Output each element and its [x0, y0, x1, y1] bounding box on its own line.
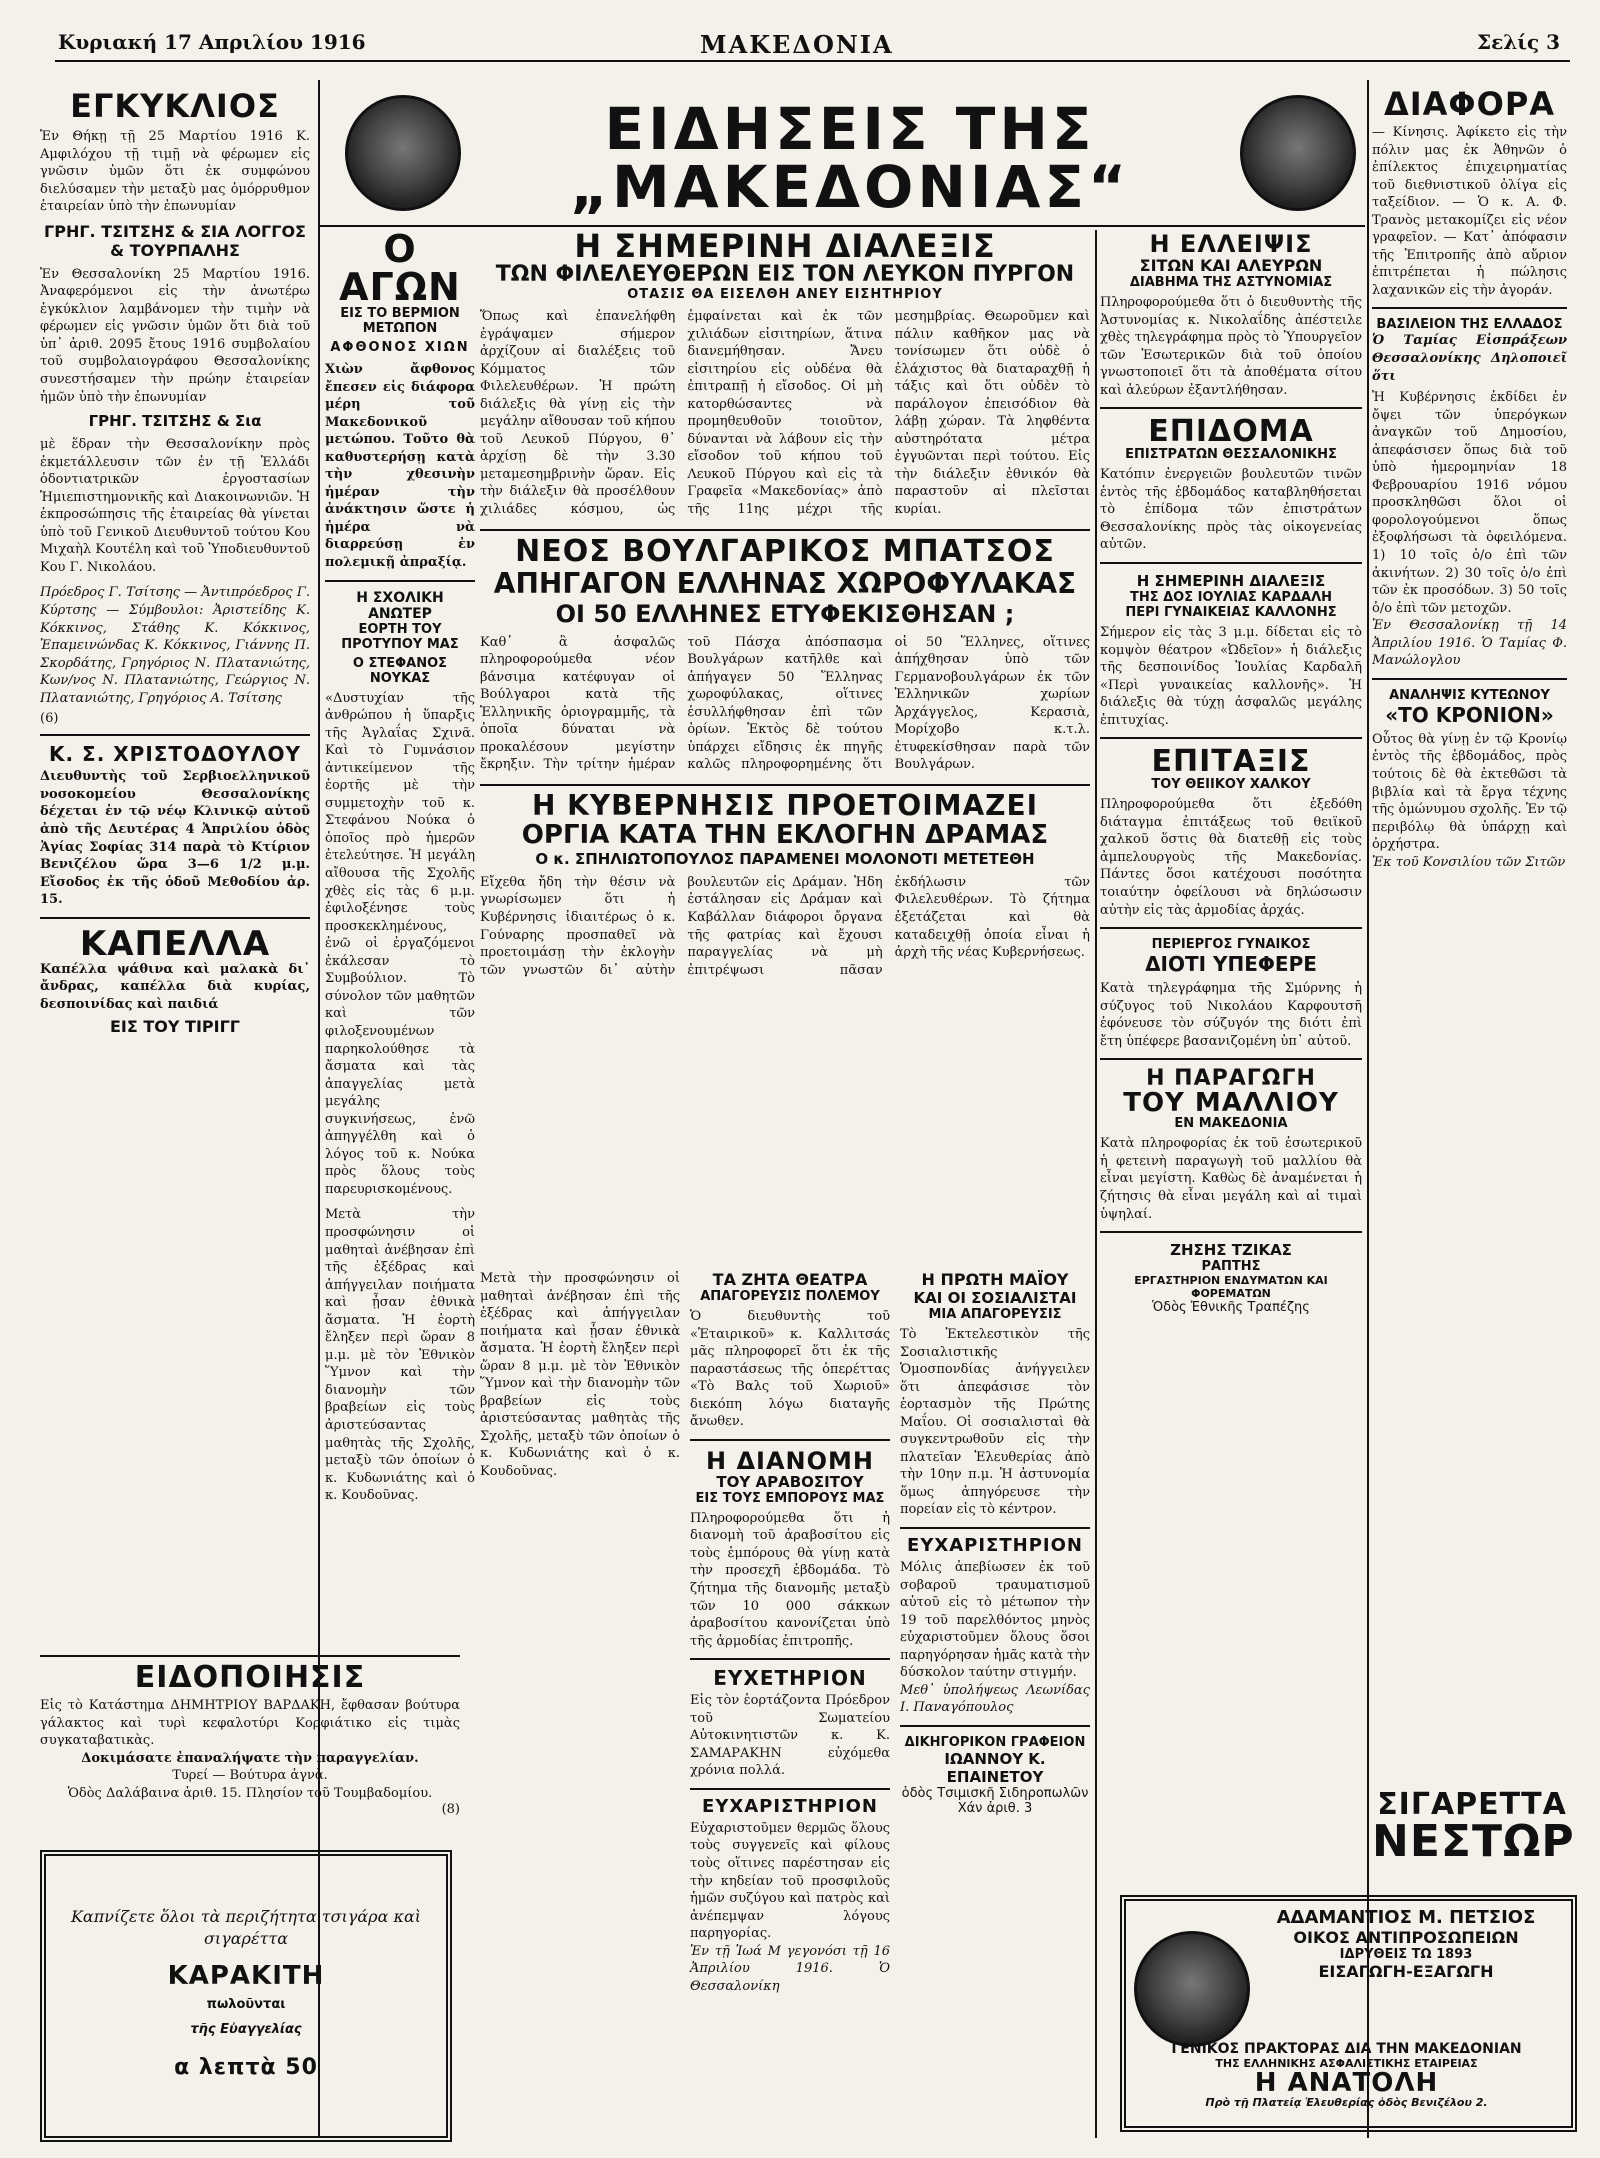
agon-kicker: ΑΦΘΟΝΟΣ ΧΙΩΝ: [330, 340, 470, 355]
wheat-kicker: ΔΙΑΒΗΜΑ ΤΗΣ ΑΣΤΥΝΟΜΙΑΣ: [1129, 275, 1333, 290]
school-body: «Δυστυχίαν τῆς ἀνθρώπου ἡ ὕπαρξις τῆς Ἀγλαΐας Σχινᾶ. Καὶ τὸ Γυμνάσιον ἀντικείμενον τῆς ἐορτῆς μὲ τὴν συμμετοχὴν τοῦ κ. Στεφάνου Νούκα ὁ ὁποῖος πρὸ ἡμερῶν ἐτελεύτησε. Ἡ μεγάλη αἴθουσα τῆς Σχολῆς χθὲς εἰς τὰς 6 μ.μ. ἐφιλοξένησε τοὺς προσκεκλημένους, ἐνῶ οἱ ἐργαζόμενοι ἐκάλεσαν τὸ Συμβούλιον. Τὸ σύνολον τῶν μαθητῶν καὶ τῶν φιλοξενουμένων παρηκολούθησε τὰ ἄσματα καὶ τὰς ἀπαγγελίας μετὰ μεγάλης συγκινήσεως, ἐνῶ ἀπηγγέλθη καὶ ὁ λόγος τοῦ κ. Νούκα πρὸς ὅλους τοὺς παρευρισκομένους.: [325, 690, 475, 1197]
may-body: Τὸ Ἐκτελεστικὸν τῆς Σοσιαλιστικῆς Ὁμοσπονδίας ἀνήγγειλεν ὅτι ἀπεφάσισε τὸν ἑορτασμὸν τῆς Πρώτης Μαΐου. Οἱ σοσιαλισταὶ θὰ συγκεντρωθοῦν εἰς τὴν πλατεῖαν Ἐλευθερίας ἀπὸ τὴν 10ην π.μ. Ἡ ἀστυνομία ὅμως ἀπηγόρευσε τὴν πορείαν εἰς τὸ κέντρον.: [900, 1327, 1090, 1518]
encyclical-title: ΕΓΚΥΚΛΙΟΣ: [70, 87, 280, 125]
firm-body: Ἐν Θεσσαλονίκη 25 Μαρτίου 1916. Ἀναφερόμενοι εἰς τὴν ἀνωτέρω ἐγκύκλιον λαμβάνομεν τὴν τιμὴν νὰ φέρωμεν εἰς γνῶσιν ὑμῶν ὅτι διὰ τοῦ ὑπ᾿ ἀριθ. 2095 ἔτους 1916 συμβολαίου τοῦ συμβολαιογράφου Θεσσαλονίκης συνεστήσαμεν τὴν πρώην ἑταιρείαν ἡμῶν ὑπὸ τὴν ἐπωνυμίαν: [40, 266, 310, 405]
medallion-right-icon: [1240, 95, 1356, 211]
agon-body: Χιὼν ἄφθονος ἔπεσεν εἰς διάφορα μέρη τοῦ Μακεδονικοῦ μετώπου. Τοῦτο θὰ καθυστερήσῃ κατὰ τὴν χθεσινὴν ἡμέραν τὴν ἀνάκτησιν ὥστε ἡ ἡμέρα νὰ διαρρεύσῃ ἐν πολεμικῇ ἀπραξίᾳ.: [325, 362, 475, 571]
wool-title: Η ΠΑΡΑΓΩΓΗ: [1146, 1066, 1316, 1092]
auction-body: Οὗτος θὰ γίνῃ ἐν τῷ Κρονίῳ ἐντὸς τῆς ἑβδομάδος, πρὸς τούτοις δὲ θὰ ἐκτεθῶσι τὰ βιβλία καὶ τὰ ἔργα τέχνης τῆς ὁμώνυμου σχολῆς. Ἐν τῷ περιβόλῳ θὰ ὑπάρχῃ καὶ ὀρχήστρα.: [1372, 731, 1567, 853]
tobacco-ad-smoke: Καπνίζετε ὅλοι τὰ περιζήτητα τσιγάρα καὶ σιγαρέττα: [70, 1907, 422, 1948]
order-body: Πληροφορούμεθα ὅτι ἐξεδόθη διάταγμα ἐπιτάξεως τοῦ θειϊκοῦ χαλκοῦ ὅστις θὰ διατεθῇ εἰς τοὺς ἀμπελουργοὺς τῆς Μακεδονίας. Πάντες ὅσοι κατέχουσι ποσότητα τοιαύτην ὀφείλουσι νὰ δηλώσωσιν αὐτὴν εἰς τὰς ἀρμοδίας ἀρχάς.: [1100, 797, 1362, 918]
office-title: ΔΙΚΗΓΟΡΙΚΟΝ ΓΡΑΦΕΙΟΝ: [904, 1734, 1086, 1750]
bulgar-sub: ΑΠΗΓΑΓΟΝ ΕΛΛΗΝΑΣ ΧΩΡΟΦΥΛΑΚΑΣ: [493, 566, 1077, 600]
column-rule: [1095, 230, 1097, 2138]
col2: [325, 230, 475, 2128]
lecture2-kicker: ΠΕΡΙ ΓΥΝΑΙΚΕΙΑΣ ΚΑΛΛΟΝΗΣ: [1125, 605, 1337, 621]
left-column: [40, 80, 310, 2138]
bank-title: ΒΑΣΙΛΕΙΟΝ ΤΗΣ ΕΛΛΑΔΟΣ: [1376, 317, 1563, 333]
hats-shop: ΕΙΣ ΤΟΥ ΤΙΡΙΓΓ: [110, 1017, 240, 1037]
tailor-address: Ὁδὸς Ἐθνικῆς Τραπέζης: [1152, 1300, 1310, 1316]
lecture-main-title: Η ΣΗΜΕΡΙΝΗ ΔΙΑΛΕΞΙΣ: [574, 227, 996, 265]
column-rule: [1367, 80, 1369, 2138]
may-kicker: ΜΙΑ ΑΠΑΓΟΡΕΥΣΙΣ: [928, 1307, 1062, 1322]
school-sub: ΕΟΡΤΗ ΤΟΥ ΠΡΟΤΥΠΟΥ ΜΑΣ: [341, 621, 459, 652]
hats-title: ΚΑΠΕΛΛΑ: [79, 923, 271, 964]
insurance-ad-top: [1251, 1907, 1561, 1981]
theatre-title: ΤΑ ΖΗΤΑ ΘΕΑΤΡΑ: [712, 1270, 868, 1289]
gov-body: Εἴχεθα ἤδη τὴν θέσιν νὰ γνωρίσωμεν ὅτι ἡ Κυβέρνησις ἰδιαιτέρως ὁ κ. Γούναρης προσπαθεῖ νὰ προετοιμάσῃ τὴν ἐκλογὴν τῶν γνωστῶν δι᾿ αὐτὴν βουλευτῶν εἰς Δράμαν. Ἡδη ἐστάλησαν εἰς Δράμαν καὶ Καβάλλαν διάφοροι ὄργανα τῆς φατρίας καὶ ἔχουσι παραγγελίας νὰ μὴ ἐπιτρέψωσι πᾶσαν ἐκδήλωσιν τῶν Φιλελευθέρων. Τὸ ζήτημα ἐξετάζεται καὶ θὰ καταδειχθῇ ὁποία εἶναι ἡ ἀρχὴ τῆς νέας Κυβερνήσεως.: [480, 874, 1090, 978]
tailor-title: ΖΗΣΗΣ ΤΖΙΚΑΣ: [1170, 1241, 1292, 1260]
encyclical-body: Ἐν Θήκῃ τῇ 25 Μαρτίου 1916 Κ. Αμφιλόχου τῇ τιμῇ νὰ φέρωμεν εἰς γνῶσιν ὑμῶν ὅτι ἐκ συμφώνου διελύσαμεν τὴν μεταξὺ μας ὁμόρρυθμον ἑταιρείαν ὑπὸ τὴν ἐπωνυμίαν: [40, 129, 310, 215]
right-column: [1372, 80, 1567, 1788]
hats-body: Καπέλλα ψάθινα καὶ μαλακὰ δι᾿ ἄνδρας, καπέλλα διὰ κυρίας, δεσποινίδας καὶ παιδιά: [40, 961, 310, 1012]
lecture-main-kicker: ΟΤΑΣΙΣ ΘΑ ΕΙΣΕΛΘΗ ΑΝΕΥ ΕΙΣΗΤΗΡΙΟΥ: [627, 287, 943, 302]
order-title: ΕΠΙΤΑΞΙΣ: [1151, 744, 1311, 780]
allowance-sub: ΕΠΙΣΤΡΑΤΩΝ ΘΕΣΣΑΛΟΝΙΚΗΣ: [1125, 447, 1337, 463]
notice-address: Ὁδὸς Δαλάβαινα ἀριθ. 15. Πλησίον τοῦ Τουμβαδομίου.: [67, 1785, 433, 1801]
center-lower-b: [690, 1270, 890, 1995]
ref-number: (8): [441, 1802, 460, 1818]
lecture-main-sub: ΤΩΝ ΦΙΛΕΛΕΥΘΕΡΩΝ ΕΙΣ ΤΟΝ ΛΕΥΚΟΝ ΠΥΡΓΟΝ: [495, 262, 1075, 287]
notice-body: Εἰς τὸ Κατάστημα ΔΗΜΗΤΡΙΟΥ ΒΑΡΔΑΚΗ, ἔφθασαν βούτυρα γάλακτος καὶ τυρὶ κεφαλοτύρι Κορφιάτικο εἰς τιμὰς συγκαταβατικὰς.: [40, 1698, 460, 1749]
office-name: ΙΩΑΝΝΟΥ Κ. ΕΠΑΙΝΕΤΟΥ: [944, 1749, 1046, 1786]
maize-body: Πληροφορούμεθα ὅτι ἡ διανομὴ τοῦ ἀραβοσίτου εἰς τοὺς ἐμπόρους θὰ γίνῃ κατὰ τὴν προσεχῆ ἑβδομάδα. Τὸ ζήτημα τῆς διανομῆς μεταξὺ τῶν 10 000 σάκκων ἀραβοσίτου κανονίζεται ὑπὸ τῆς ἀρμοδίας ἐπιτροπῆς.: [690, 1510, 890, 1649]
gov-kicker: Ο κ. ΣΠΗΛΙΩΤΟΠΟΥΛΟΣ ΠΑΡΑΜΕΝΕΙ ΜΟΛΟΝΟΤΙ ΜΕΤΕΤΕΘΗ: [535, 849, 1035, 868]
thanks-title: ΕΥΧΑΡΙΣΤΗΡΙΟΝ: [702, 1795, 878, 1817]
lecture-main-body: Ὅπως καὶ ἐπανελήφθη ἐγράψαμεν σήμερον ἀρχίζουν αἱ διαλέξεις τοῦ Κόμματος τῶν Φιλελευθέρων. Ἡ πρώτη διάλεξις θὰ γίνῃ εἰς τὴν μεγάλην αἴθουσαν τοῦ κήπου τοῦ Λευκοῦ Πύργου, θ᾿ ἀρχίσῃ δὲ τὴν 3.30 μεταμεσημβρινὴν ὥραν. Εἰς τὴν διάλεξιν θὰ προσέλθουν χιλιάδες κόσμου, ὡς ἐμφαίνεται καὶ ἐκ τῶν χιλιάδων εἰσιτηρίων, ἅτινα διανεμήθησαν. Ἄνευ εἰσιτηρίου εἰς οὐδένα θὰ ἐπιτραπῇ ἡ εἴσοδος. Οἱ μὴ κατορθώσαντες νὰ προμηθευθοῦν τοιοῦτον, δύνανται νὰ λάβουν εἰς τὴν εἴσοδον τοῦ κήπου τοῦ Λευκοῦ Πύργου καὶ εἰς τὰ Γραφεῖα «Μακεδονίας» ἀπὸ τῆς 11ης μέχρι τῆς μεσημβρίας. Θεωροῦμεν καὶ πάλιν καθῆκον μας νὰ τονίσωμεν ὅτι οὐδὲ ὁ ἐλάχιστος θὰ διαταραχθῇ ἡ τάξις καὶ ὅτι οὐδὲν τὸ παράλογον ἐπεισόδιον θὰ λάβῃ χώραν. Τὰ ληφθέντα αὐστηρότατα μέτρα ἐγγυῶνται περὶ τούτου. Εἰς τὴν διάλεξιν ἐθνικόν θὰ παραστοῦν αἱ πλεῖσται κυρίαι.: [480, 309, 1090, 518]
bank-body: Ἡ Κυβέρνησις ἐκδίδει ἐν ὄψει τῶν ὑπερόγκων ἀναγκῶν τοῦ Δημοσίου, ἀπεφάσισεν ὅπως διὰ τοῦ ὑπὸ ἡμερομηνίαν 18 Φεβρουαρίου 1916 νόμου προσκληθῶσι ὅλοι οἱ φορολογούμενοι ὅπως ἐξοφλήσωσι τὰ ὀφειλόμενα. 1) 10 τοῖς ὀ/ο ἐπὶ τῶν ἀκινήτων. 2) 30 τοῖς ὀ/ο ἐπὶ τῶν ἐκ προσόδων. 3) 50 τοῖς ὀ/ο ἐπὶ τῶν μετοχῶν.: [1372, 390, 1567, 616]
ad-address: Πρὸ τῇ Πλατείᾳ Ἐλευθερίας ὁδὸς Βενιζέλου 2.: [1205, 2096, 1488, 2109]
tobacco-ad-sold: πωλοῦνται: [206, 1997, 286, 2013]
agon-title: Ο ΑΓΩΝ: [339, 230, 461, 309]
ad-brand: Η ΑΝΑΤΟΛΗ: [1254, 2068, 1439, 2098]
school-body-2: Μετὰ τὴν προσφώνησιν οἱ μαθηταὶ ἀνέβησαν ἐπὶ τῆς ἐξέδρας καὶ ἀπήγγειλαν ποιήματα καὶ ᾖσαν ἐθνικὰ ἄσματα. Ἡ ἐορτὴ ἔληξεν περὶ ὥραν 8 μ.μ. μὲ τὸν Ἐθνικὸν Ὕμνον καὶ τὴν διανομὴν τῶν βραβείων εἰς τοὺς ἀριστεύσαντας μαθητὰς τῆς Σχολῆς, μεταξὺ τῶν ὁποίων ὁ κ. Κυδωνιάτης καὶ ὁ κ. Κουδοῦνας.: [325, 1207, 475, 1504]
ad-name: ΑΔΑΜΑΝΤΙΟΣ Μ. ΠΕΤΣΙΟΣ: [1276, 1907, 1536, 1928]
ad-house: ΟΙΚΟΣ ΑΝΤΙΠΡΟΣΩΠΕΙΩΝ: [1293, 1928, 1519, 1947]
agon-subtitle: ΕΙΣ ΤΟ ΒΕΡΜΙΟΝ ΜΕΤΩΠΟΝ: [340, 306, 460, 336]
ad-agent: ΓΕΝΙΚΟΣ ΠΡΑΚΤΟΡΑΣ ΔΙΑ ΤΗΝ ΜΑΚΕΔΟΝΙΑΝ: [1171, 2041, 1522, 2057]
bank-sign: Ἐν Θεσσαλονίκῃ τῇ 14 Ἀπριλίου 1916. Ὁ Ταμίας Φ. Μανώλογλου: [1372, 618, 1567, 669]
fate-body: Κατὰ τηλεγράφημα τῆς Σμύρνης ἡ σύζυγος τοῦ Νικολάου Καρφουτσῆ ἐφόνευσε τὸν σύζυγόν της διότι ἐπὶ ἔτη ὑπέφερε βασανιζομένη ὑπ᾿ αὐτοῦ.: [1100, 981, 1362, 1049]
misc-title: ΔΙΑΦΟΡΑ: [1383, 85, 1556, 123]
gov-title: Η ΚΥΒΕΡΝΗΣΙΣ ΠΡΟΕΤΟΙΜΑΖΕΙ: [531, 788, 1039, 822]
ad-founded: ΙΔΡΥΘΕΙΣ ΤΩ 1893: [1339, 1947, 1473, 1962]
maize-kicker: ΕΙΣ ΤΟΥΣ ΕΜΠΟΡΟΥΣ ΜΑΣ: [695, 1490, 885, 1506]
wool-body: Κατὰ πληροφορίας ἐκ τοῦ ἐσωτερικοῦ ἡ φετεινὴ παραγωγὴ τοῦ μαλλίου θὰ εἶναι μεγίστη. Καθὼς δὲ ἀναμένεται ἡ ζήτησις θὰ εἶναι μεγάλη καὶ αἱ τιμαὶ ὑψηλαί.: [1100, 1136, 1362, 1222]
medallion-left-icon: [345, 95, 461, 211]
notice-try: Δοκιμάσατε ἐπαναλήψατε τὴν παραγγελίαν.: [81, 1750, 419, 1766]
header-date: Κυριακή 17 Απριλίου 1916: [58, 30, 366, 54]
tailor-sub: ΡΑΠΤΗΣ: [1201, 1259, 1261, 1275]
tobacco-ad-where: τῆς Εὐαγγελίας: [190, 2022, 302, 2038]
tobacco-ad-brand: ΚΑΡΑΚΙΤΗ: [167, 1961, 325, 1992]
allowance-body: Κατόπιν ἐνεργειῶν βουλευτῶν τινῶν ἐντὸς τῆς ἑβδομάδος καταβληθήσεται τὸ ἐπίδομα τῶν ἐπιστράτων Θεσσαλονίκης πρὸς τὰς οἰκογενείας αὐτῶν.: [1100, 467, 1362, 553]
insurance-ad-box: [1120, 1895, 1577, 2132]
dentist-title: Κ. Σ. ΧΡΙΣΤΟΔΟΥΛΟΥ: [48, 742, 302, 767]
greeting-title: ΕΥΧΕΤΗΡΙΟΝ: [713, 1666, 867, 1691]
notice-items: Τυρεί — Βούτυρα ἀγνὰ.: [172, 1768, 328, 1784]
col4: [1100, 232, 1362, 2028]
auction-title: ΑΝΑΛΗΨΙΣ ΚΥΤΕΩΝΟΥ: [1389, 687, 1550, 703]
auction-sign: Ἐκ τοῦ Κονσιλίου τῶν Σιτῶν: [1372, 854, 1566, 870]
wool-sub: ΤΟΥ ΜΑΛΛΙΟΥ: [1123, 1088, 1339, 1119]
header-rule: [55, 60, 1570, 62]
banner-title: ΕΙΔΗΣΕΙΣ ΤΗΣ „ΜΑΚΕΔΟΝΙΑΣ“: [569, 95, 1131, 221]
center-lower-c: [900, 1270, 1090, 1816]
center-lower-a: [480, 1270, 680, 1481]
allowance-title: ΕΠΙΔΟΜΑ: [1148, 414, 1314, 450]
ad-trade: ΕΙΣΑΓΩΓΗ-ΕΞΑΓΩΓΗ: [1318, 1962, 1494, 1981]
fate-sub: ΔΙΟΤΙ ΥΠΕΦΕΡΕ: [1145, 952, 1317, 977]
wheat-body: Πληροφορούμεθα ὅτι ὁ διευθυντὴς τῆς Ἀστυνομίας κ. Νικολαΐδης ἀπέστειλε χθὲς τηλεγράφημα πρὸς τὸ Ὑπουργεῖον τῶν Ἐσωτερικῶν διὰ τοῦ ὁποίου γνωστοποιεῖ ὅτι τὰ ἀποθέματα σίτου καὶ ἀλεύρων ἐξαντλήθησαν.: [1100, 295, 1362, 398]
bulgar-question: ΟΙ 50 ΕΛΛΗΝΕΣ ΕΤΥΦΕΚΙΣΘΗΣΑΝ ;: [555, 599, 1015, 628]
fate-title: ΠΕΡΙΕΡΓΟΣ ΓΥΝΑΙΚΟΣ: [1151, 937, 1311, 953]
thanks-sign: Ἐν τῇ Ἰωά Μ γεγονόσι τῇ 16 Ἀπριλίου 1916. Ὁ Θεσσαλονίκη: [690, 1943, 890, 1994]
order-sub: ΤΟΥ ΘΕΙΙΚΟΥ ΧΑΛΚΟΥ: [1151, 777, 1311, 793]
maize-title: Η ΔΙΑΝΟΜΗ: [706, 1446, 874, 1475]
cigarette-brand: ΝΕΣΤΩΡ: [1372, 1816, 1575, 1867]
lecture2-body: Σήμερον εἰς τὰς 3 μ.μ. δίδεται εἰς τὸ κομψὸν θέατρον «Ὠδεῖον» ἡ διάλεξις τῆς δεσποινίδος Ἰουλίας Καρδαλῆ «Περὶ γυναικείας καλλονῆς». Ἡ διάλεξις θὰ τύχῃ ἀσφαλῶς μεγάλης ἐπιτυχίας.: [1100, 625, 1362, 728]
tobacco-ad-price: α λεπτὰ 50: [174, 2055, 318, 2081]
may-sub: ΚΑΙ ΟΙ ΣΟΣΙΑΛΙΣΤΑΙ: [913, 1289, 1077, 1307]
theatre-sub: ΑΠΑΓΟΡΕΥΣΙΣ ΠΟΛΕΜΟΥ: [700, 1289, 880, 1304]
maize-sub: ΤΟΥ ΑΡΑΒΟΣΙΤΟΥ: [716, 1472, 864, 1491]
header-masthead: ΜΑΚΕΔΟΝΙΑ: [700, 30, 894, 59]
center-block: [480, 227, 1090, 979]
may-title: Η ΠΡΩΤΗ ΜΑΪΟΥ: [921, 1270, 1069, 1289]
dentist-body: Διευθυντὴς τοῦ Σερβιοελληνικοῦ νοσοκομείου Θεσσαλονίκης δέχεται ἐν τῷ νέῳ Κλινικῷ αὐτοῦ ἀπὸ τῆς Δευτέρας 4 Ἀπριλίου ὁδὸς Ἁγίας Σοφίας 314 παρὰ τὸ Κτίριον Βενιζέλου ὥρα 3—6 1/2 μ.μ. Εἴσοδος ἐκ τῆς ὁδοῦ Μεθοδίου ἀρ. 15.: [40, 769, 310, 908]
bank-sub: Ὁ Ταμίας Εἰσπράξεων Θεσσαλονίκης Δηλοποιεῖ ὅτι: [1372, 333, 1567, 384]
insurance-ad-bottom: [1134, 2011, 1559, 2109]
bulgar-title: ΝΕΟΣ ΒΟΥΛΓΑΡΙΚΟΣ ΜΠΑΤΣΟΣ: [515, 533, 1055, 569]
firm2-name: ΓΡΗΓ. ΤΣΙΤΣΗΣ & Σια: [88, 412, 262, 431]
auction-sub: «ΤΟ ΚΡΟΝΙΟΝ»: [1385, 702, 1554, 727]
firm2-body: μὲ ἕδραν τὴν Θεσσαλονίκην πρὸς ἐκμετάλλευσιν τῶν ἐν τῇ Ἑλλάδι ὁδοντιατρικῶν ἐργοστασίων Ἡμιεπιστημονικῆς καὶ Διακοινωνιῶν. Ἡ ἐκπροσώπησις τῆς ἑταιρείας θὰ γίνεται ὑπὸ τοῦ Γενικοῦ Διευθυντοῦ τούτου Κου Μιχαὴλ Κουτέλη καὶ τοῦ Ὑποδιευθυντοῦ Κου Γ. Νικολάου.: [40, 437, 310, 575]
wheat-sub: ΣΙΤΩΝ ΚΑΙ ΑΛΕΥΡΩΝ: [1139, 256, 1323, 275]
theatre-body: Ὁ διευθυντὴς τοῦ «Ἑταιρικοῦ» κ. Καλλιτσάς μᾶς πληροφορεῖ ὅτι ἐκ τῆς παραστάσεως τῆς ὀπερέττας «Τὸ Βαλς τοῦ Χωριοῦ» διεκόπη λόγω διαταγῆς ἄνωθεν.: [690, 1309, 890, 1430]
lecture2-sub: ΤΗΣ ΔΟΣ ΙΟΥΛΙΑΣ ΚΑΡΔΑΛΗ: [1129, 590, 1333, 606]
wheat-title: Η ΕΛΛΕΙΨΙΣ: [1149, 232, 1313, 258]
lecture2-title: Η ΣΗΜΕΡΙΝΗ ΔΙΑΛΕΞΙΣ: [1136, 572, 1326, 591]
thanks-body: Εὐχαριστοῦμεν θερμῶς ὅλους τοὺς συγγενεῖς καὶ φίλους τοὺς οἵτινες παρέστησαν εἰς τὴν κηδείαν τοῦ προσφιλοῦς ἡμῶν συζύγου καὶ πατρὸς καὶ ἀνέπεμψαν λόγους παρηγορίας.: [690, 1820, 890, 1942]
firm-name: ΓΡΗΓ. ΤΣΙΤΣΗΣ & ΣΙΑ ΛΟΓΓΟΣ & ΤΟΥΡΠΑΛΗΣ: [44, 221, 306, 260]
wool-kicker: ΕΝ ΜΑΚΕΔΟΝΙΑ: [1174, 1116, 1288, 1132]
school-title: Η ΣΧΟΛΙΚΗ ΑΝΩΤΕΡ: [356, 589, 444, 622]
notice-title: ΕΙΔΟΠΟΙΗΣΙΣ: [134, 1660, 366, 1695]
school-kicker: Ο ΣΤΕΦΑΝΟΣ ΝΟΥΚΑΣ: [352, 655, 448, 686]
cigarette-ad: [1372, 1787, 1575, 1867]
column-rule: [318, 80, 320, 2138]
misc-body: — Κίνησις. Ἀφίκετο εἰς τὴν πόλιν μας ἐκ Ἀθηνῶν ὁ ἐπίλεκτος ἐπιχειρηματίας τοῦ διεθνιστικοῦ ὀλίγα εἰς ταξείδιον. — Ὁ κ. Α. Φ. Τρανὸς μετακομίζει εἰς νέον γραφεῖον. — Κατ᾿ ἀπόφασιν τῆς Ἐπιτροπῆς ἀπὸ αὔριον ἐπιτρέπεται ἡ πώλησις λαχανικῶν εἰς τὴν ἀγοράν.: [1372, 125, 1567, 298]
thanks3-title: ΕΥΧΑΡΙΣΤΗΡΙΟΝ: [907, 1535, 1083, 1557]
ref-number: (6): [40, 711, 59, 727]
thanks3-body: Μόλις ἀπεβίωσεν ἐκ τοῦ σοβαροῦ τραυματισμοῦ αὐτοῦ εἰς τὸ μέτωπον τὴν 19 τοῦ παρελθόντος μηνὸς εὐχαριστοῦμεν ὅλους ὅσοι παρηγόρησαν ἡμᾶς κατὰ τὴν δύσκολον ταύτην στιγμήν.: [900, 1560, 1090, 1681]
signatures: Πρόεδρος Γ. Τσίτσης — Ἀντιπρόεδρος Γ. Κύρτσης — Σύμβουλοι: Ἀριστείδης Κ. Κόκκινος, Στάθης Κ. Κόκκινος, Ἐπαμεινώνδας Κ. Κόκκινος, Γιάννης Π. Σκορδάτης, Γρηγόριος Ν. Πλατανιώτης, Κων/νος Ν. Πλατανιώτης, Γεώργιος Ν. Πλατανιώτης, Γρηγόριος Α. Τσίτσης: [40, 585, 310, 706]
school-continued: Μετὰ τὴν προσφώνησιν οἱ μαθηταὶ ἀνέβησαν ἐπὶ τῆς ἐξέδρας καὶ ἀπήγγειλαν ποιήματα καὶ ᾖσαν ἐθνικὰ ἄσματα. Ἡ ἐορτὴ ἔληξεν περὶ ὥραν 8 μ.μ. μὲ τὸν Ἐθνικὸν Ὕμνον καὶ τὴν διανομὴν τῶν βραβείων εἰς τοὺς ἀριστεύσαντας μαθητὰς τῆς Σχολῆς, μεταξὺ τῶν ὁποίων ὁ κ. Κυδωνιάτης καὶ ὁ κ. Κουδοῦνας.: [480, 1271, 680, 1480]
ad-company: ΤΗΣ ΕΛΛΗΝΙΚΗΣ ΑΣΦΑΛΙΣΤΙΚΗΣ ΕΤΑΙΡΕΙΑΣ: [1215, 2057, 1478, 2070]
gov-sub: ΟΡΓΙΑ ΚΑΤΑ ΤΗΝ ΕΚΛΟΓΗΝ ΔΡΑΜΑΣ: [521, 819, 1049, 850]
header-page: Σελίς 3: [1476, 30, 1560, 54]
office-address: ὁδὸς Τσιμισκῆ Σιδηροπωλῶν Χάν ἀριθ. 3: [901, 1785, 1089, 1816]
thanks3-sign: Μεθ᾿ ὑπολήψεως Λεωνίδας Ι. Παναγόπουλος: [900, 1682, 1090, 1716]
cigarette-title: ΣΙΓΑΡΕΤΤΑ: [1377, 1787, 1567, 1822]
tailor-line: ΕΡΓΑΣΤΗΡΙΟΝ ΕΝΔΥΜΑΤΩΝ ΚΑΙ ΦΟΡΕΜΑΤΩΝ: [1134, 1274, 1328, 1301]
bulgar-body: Καθ᾿ ἃ ἀσφαλῶς πληροφορούμεθα νέον βάνσιμα κατέφυγαν οἱ Βούλγαροι κατὰ τῆς Ἑλληνικῆς ὁριογραμμῆς, τὰ ὁποῖα δύναται νὰ προκαλέσουν μεγίστην ἔκρηξιν. Τὴν τρίτην ἡμέραν τοῦ Πάσχα ἀπόσπασμα Βουλγάρων κατῆλθε καὶ ἀπήγαγεν 50 Ἕλληνας χωροφύλακας, οἵτινες ἐσυλλήφθησαν ἐπὶ τῶν ὁρίων. Ἐκτὸς δὲ τούτου ὑπάρχει εἴδησις ἐκ πηγῆς καλῶς πληροφορημένης ὅτι οἱ 50 Ἕλληνες, οἵτινες ἀπήχθησαν ὑπὸ τῶν Γερμανοβουλγάρων ἐκ τῶν Ἑλληνικῶν χωρίων Ἀρχάγγελος, Κερασιὰ, Μορίχοβο κ.τ.λ. ἐτυφεκίσθησαν παρὰ τῶν Βουλγάρων.: [480, 634, 1090, 773]
greeting-body: Εἰς τὸν ἑορτάζοντα Πρόεδρον τοῦ Σωματείου Αὐτοκινητιστῶν κ. Κ. ΣΑΜΑΡΑΚΗΝ εὐχόμεθα χρόνια πολλά.: [690, 1693, 890, 1779]
